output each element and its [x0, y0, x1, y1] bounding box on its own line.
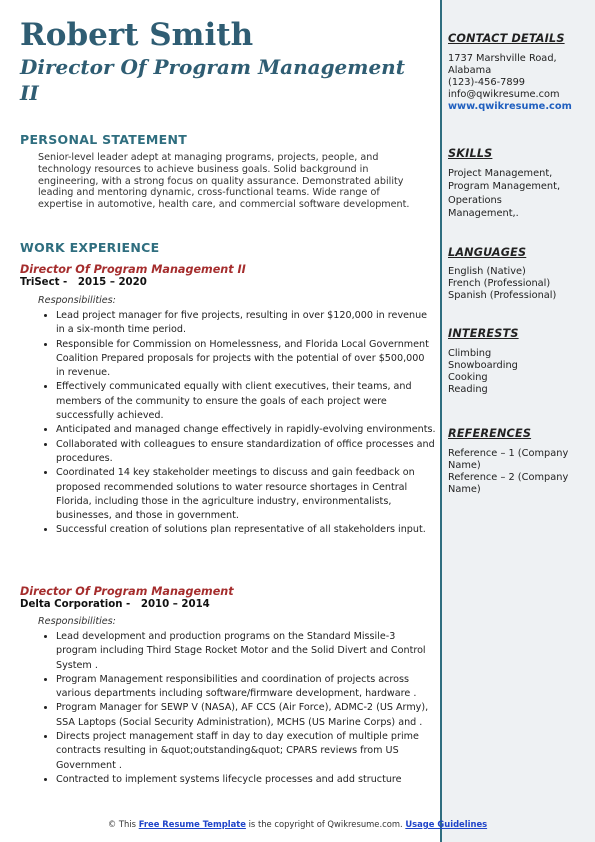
job-company: [20, 599, 210, 610]
address-line: 1737 Marshville Road,: [448, 53, 557, 64]
address-line: Alabama: [448, 65, 492, 76]
responsibilities-label: Responsibilities:: [38, 616, 116, 627]
interest-item: Snowboarding: [448, 360, 518, 371]
phone-number: (123)-456-7899: [448, 77, 526, 88]
list-item: • Collaborated with colleagues to ensure standardization of office processes and procedures.: [56, 438, 436, 467]
job-title: Director Of Program Management II: [20, 263, 246, 276]
list-item: • Effectively communicated equally with client executives, their teams, and members of the community to ensure the goals of each project were successfully achieved.: [56, 380, 436, 423]
list-item: • Contracted to implement systems lifecycle processes and add structure: [56, 773, 436, 787]
resume-header: [20, 18, 425, 106]
interests-list: [448, 348, 590, 396]
interest-item: Cooking: [448, 372, 488, 383]
work-experience-heading: WORK EXPERIENCE: [20, 240, 160, 255]
contact-details: [448, 53, 590, 113]
list-item: • Program Management responsibilities and coordination of projects across various departments including software/firmware development, hardware .: [56, 673, 436, 702]
interest-item: Reading: [448, 384, 488, 395]
company-name: Delta Corporation -: [20, 599, 131, 610]
interests-heading: INTERESTS: [448, 327, 519, 340]
footer-prefix: © This: [107, 819, 137, 829]
list-item: • Directs project management staff in day to day execution of multiple prime contracts resulting in &quot;outstanding&quot; CPARS reviews from US Government .: [56, 730, 436, 773]
company-name: TriSect -: [20, 277, 68, 288]
list-item: • Lead project manager for five projects, resulting in over $120,000 in revenue in a six-month time period.: [56, 309, 436, 338]
references-list: [448, 448, 590, 496]
skill-line: Program Management,: [448, 181, 561, 193]
list-item: • Lead development and production programs on the Standard Missile-3 program including Third Stage Rocket Motor and the Solid Divert and Control System .: [56, 630, 436, 673]
footer-copyright-text: is the copyright of Qwikresume.com.: [248, 819, 403, 829]
skills-heading: SKILLS: [448, 147, 493, 160]
page-footer: [0, 819, 595, 829]
list-item: • Program Manager for SEWP V (NASA), AF CCS (Air Force), ADMC-2 (US Army), SSA Laptops (Social Security Administration), MCHS (US Marine Corps) and .: [56, 701, 436, 730]
list-item: • Successful creation of solutions plan representative of all stakeholders input.: [56, 523, 436, 537]
job-bullet-list: [38, 309, 436, 538]
skill-line: Management,.: [448, 207, 519, 219]
sidebar-panel: [440, 0, 595, 842]
reference-item: Reference – 2 (Company Name): [448, 472, 569, 495]
skill-line: Operations: [448, 194, 502, 206]
languages-list: [448, 266, 590, 302]
job-dates: 2010 – 2014: [140, 599, 210, 610]
job-company: [20, 277, 147, 288]
language-item: French (Professional): [448, 278, 551, 289]
references-heading: REFERENCES: [448, 427, 532, 440]
language-item: Spanish (Professional): [448, 290, 557, 301]
responsibilities-label: Responsibilities:: [38, 295, 116, 306]
skills-list: [448, 167, 590, 220]
list-item: • Coordinated 14 key stakeholder meetings to discuss and gain feedback on proposed recommended solutions to water resource shortages in Central Florida, including those in the agriculture industry, environmentalists, businesses, and those in government.: [56, 466, 436, 523]
language-item: English (Native): [448, 266, 526, 277]
website-link[interactable]: www.qwikresume.com: [448, 101, 572, 112]
job-title: Director Of Program Management: [20, 585, 234, 598]
list-item: • Anticipated and managed change effectively in rapidly-evolving environments.: [56, 423, 436, 437]
candidate-name: Robert Smith: [20, 17, 254, 53]
email-address[interactable]: info@qwikresume.com: [448, 89, 560, 100]
interest-item: Climbing: [448, 348, 492, 359]
skill-line: Project Management,: [448, 168, 553, 179]
reference-item: Reference – 1 (Company Name): [448, 448, 569, 471]
contact-heading: CONTACT DETAILS: [448, 32, 565, 45]
candidate-title: Director Of Program Management II: [20, 55, 405, 105]
languages-heading: LANGUAGES: [448, 246, 527, 259]
personal-statement-heading: PERSONAL STATEMENT: [20, 132, 188, 147]
job-dates: 2015 – 2020: [77, 277, 147, 288]
usage-guidelines-link[interactable]: Usage Guidelines: [405, 819, 488, 829]
personal-statement-text: Senior-level leader adept at managing programs, projects, people, and technology resources to achieve business goals. Solid background in engineering, with a strong focus on quality assurance. Demonstrated ability leading and mentoring dynamic, cross-functional teams. Wide range of expertise in automotive, health care, and commercial software development.: [38, 152, 410, 211]
free-resume-template-link[interactable]: Free Resume Template: [138, 819, 246, 829]
list-item: • Responsible for Commission on Homelessness, and Florida Local Government Coalition Prepared proposals for projects with the potential of over $500,000 in revenue.: [56, 338, 436, 381]
job-bullet-list: [38, 630, 436, 787]
